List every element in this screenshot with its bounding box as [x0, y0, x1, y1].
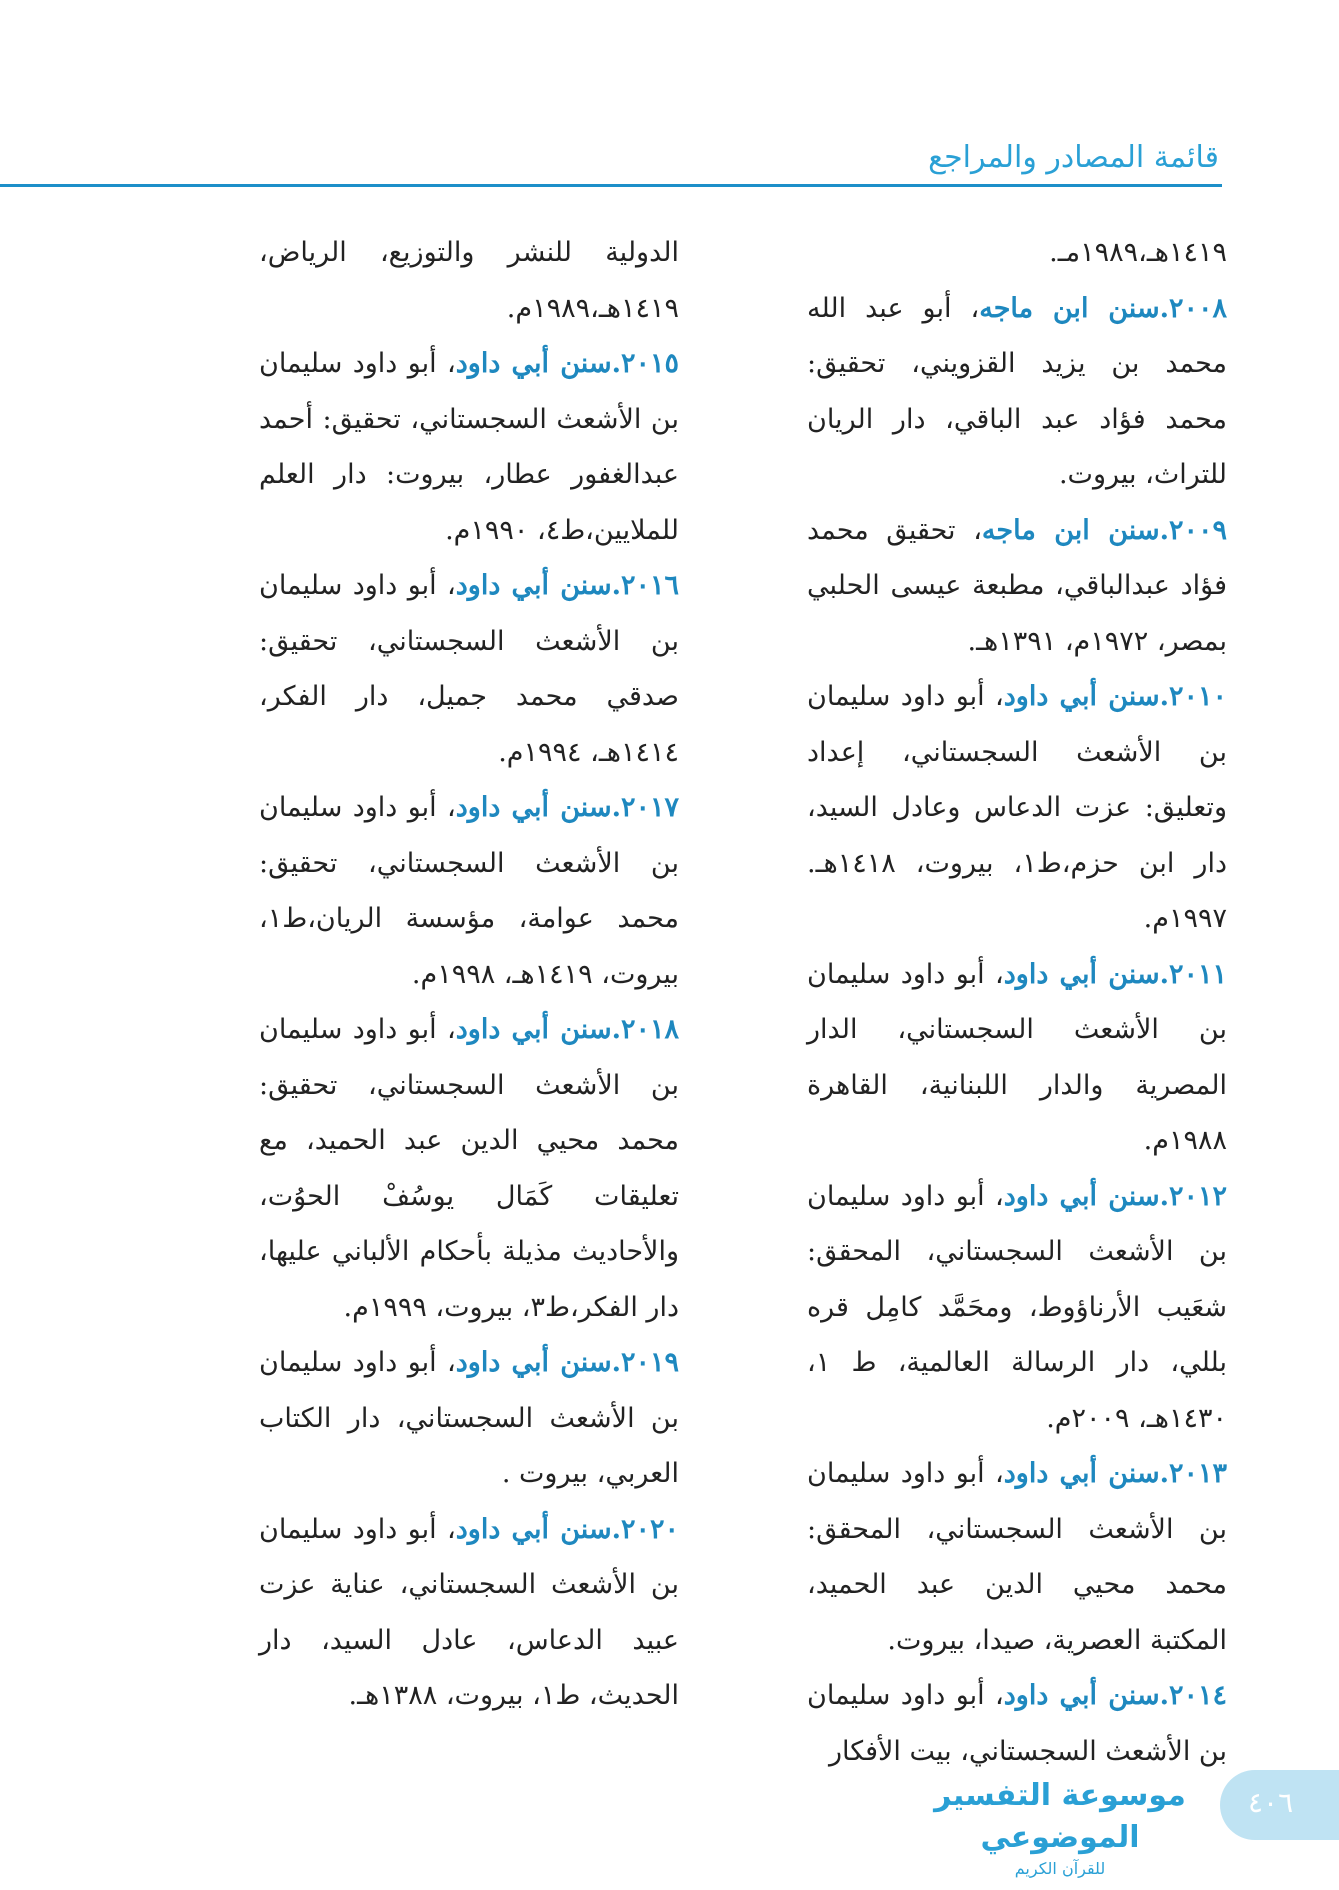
- entry-number: ٢٠٠٨.: [1159, 292, 1227, 324]
- entry-number: ٢٠١١.: [1159, 958, 1227, 990]
- entry-body: ، أبو داود سليمان بن الأشعث السجستاني، دار الكتاب العربي، بيروت .: [259, 1347, 679, 1489]
- running-header-title: قائمة المصادر والمراجع: [928, 140, 1219, 175]
- entry-body: ، أبو داود سليمان بن الأشعث السجستاني، الدار المصرية والدار اللبنانية، القاهرة ١٩٨٨م.: [807, 958, 1227, 1156]
- header-rule: [0, 184, 1222, 187]
- entry-body: ، أبو داود سليمان بن الأشعث السجستاني، المحقق: شعَيب الأرناؤوط، ومحَمَّد كامِل قره بللي، دار الرسالة العالمية، ط ١، ١٤٣٠هـ، ٢٠٠٩م.: [807, 1180, 1227, 1434]
- reference-entry: [807, 947, 1227, 1169]
- right-column: [807, 225, 1227, 1779]
- entry-title: سنن أبي داود: [1003, 1680, 1160, 1711]
- entry-title: سنن أبي داود: [455, 348, 612, 379]
- entry-title: سنن ابن ماجه: [979, 292, 1160, 324]
- reference-entry: [259, 1335, 679, 1502]
- reference-entry: [807, 1169, 1227, 1447]
- reference-entry: [807, 669, 1227, 947]
- entry-body: ، أبو داود سليمان بن الأشعث السجستاني، تحقيق: أحمد عبدالغفور عطار، بيروت: دار العلم للملايين،ط٤، ١٩٩٠م.: [259, 348, 679, 546]
- entry-title: سنن ابن ماجه: [981, 514, 1160, 546]
- entry-body: ١٤١٩هـ،١٩٨٩مـ.: [1049, 237, 1227, 268]
- reference-entry: [259, 558, 679, 780]
- entry-title: سنن أبي داود: [1003, 958, 1160, 990]
- reference-entry: [807, 503, 1227, 670]
- reference-entry: [259, 1502, 679, 1724]
- entry-body: ، أبو داود سليمان بن الأشعث السجستاني، تحقيق: محمد عوامة، مؤسسة الريان،ط١، بيروت، ١٤١٩هـ، ١٩٩٨م.: [259, 792, 679, 990]
- logo-main-text: موسوعة التفسير الموضوعي: [934, 1778, 1186, 1855]
- entry-number: ٢٠٠٩.: [1159, 514, 1227, 546]
- entry-number: ٢٠١٥.: [611, 348, 679, 379]
- entry-body: ، تحقيق محمد فؤاد عبدالباقي، مطبعة عيسى الحلبي بمصر، ١٩٧٢م، ١٣٩١هـ.: [807, 514, 1227, 657]
- entry-title: سنن أبي داود: [455, 570, 612, 601]
- entry-title: سنن أبي داود: [455, 1014, 612, 1045]
- entry-body: ، أبو داود سليمان بن الأشعث السجستاني، بيت الأفكار: [807, 1680, 1227, 1767]
- entry-title: سنن أبي داود: [1003, 1458, 1160, 1489]
- entry-number: ٢٠١٣.: [1159, 1458, 1227, 1489]
- entry-body: ، أبو داود سليمان بن الأشعث السجستاني، عناية عزت عبيد الدعاس، عادل السيد، دار الحديث، ط١، بيروت، ١٣٨٨هـ.: [259, 1513, 679, 1711]
- entry-body: ، أبو عبد الله محمد بن يزيد القزويني، تحقيق: محمد فؤاد عبد الباقي، دار الريان للتراث، بيروت.: [807, 292, 1227, 490]
- reference-entry: [807, 1668, 1227, 1779]
- entry-title: سنن أبي داود: [455, 1347, 612, 1378]
- entry-number: ٢٠١٤.: [1159, 1680, 1227, 1711]
- entry-number: ٢٠١٠.: [1159, 681, 1227, 712]
- reference-entry: [259, 225, 679, 336]
- entry-body: ، أبو داود سليمان بن الأشعث السجستاني، تحقيق: صدقي محمد جميل، دار الفكر، ١٤١٤هـ، ١٩٩٤م.: [259, 570, 679, 768]
- reference-entry: [259, 336, 679, 558]
- encyclopedia-logo: [930, 1775, 1190, 1878]
- reference-entry: [807, 1446, 1227, 1668]
- reference-entry: [807, 281, 1227, 503]
- left-column: [259, 225, 679, 1724]
- entry-title: سنن أبي داود: [1003, 1180, 1160, 1212]
- entry-number: ٢٠١٩.: [611, 1347, 679, 1378]
- entry-body: ، أبو داود سليمان بن الأشعث السجستاني، تحقيق: محمد محيي الدين عبد الحميد، مع تعليقات كَمَال يوسُفْ الحوُت، والأحاديث مذيلة بأحكام الألباني عليها، دار الفكر،ط٣، بيروت، ١٩٩٩م.: [259, 1014, 679, 1323]
- entry-body: الدولية للنشر والتوزيع، الرياض، ١٤١٩هـ،١٩٨٩م.: [259, 237, 679, 324]
- entry-title: سنن أبي داود: [455, 792, 612, 823]
- reference-entry: [259, 1002, 679, 1335]
- entry-number: ٢٠١٧.: [611, 792, 679, 823]
- entry-number: ٢٠١٨.: [611, 1014, 679, 1045]
- reference-entry: [807, 225, 1227, 281]
- entry-body: ، أبو داود سليمان بن الأشعث السجستاني، المحقق: محمد محيي الدين عبد الحميد، المكتبة العصرية، صيدا، بيروت.: [807, 1458, 1227, 1656]
- entry-title: سنن أبي داود: [455, 1513, 612, 1545]
- logo-sub-text: للقرآن الكريم: [1014, 1859, 1106, 1878]
- entry-title: سنن أبي داود: [1003, 681, 1160, 712]
- page-number: ٤٠٦: [1248, 1786, 1294, 1819]
- reference-entry: [259, 780, 679, 1002]
- entry-number: ٢٠٢٠.: [611, 1513, 679, 1545]
- entry-number: ٢٠١٦.: [611, 570, 679, 601]
- entry-body: ، أبو داود سليمان بن الأشعث السجستاني، إعداد وتعليق: عزت الدعاس وعادل السيد، دار ابن حزم،ط١، بيروت، ١٤١٨هـ. ١٩٩٧م.: [807, 681, 1227, 934]
- entry-number: ٢٠١٢.: [1159, 1180, 1227, 1212]
